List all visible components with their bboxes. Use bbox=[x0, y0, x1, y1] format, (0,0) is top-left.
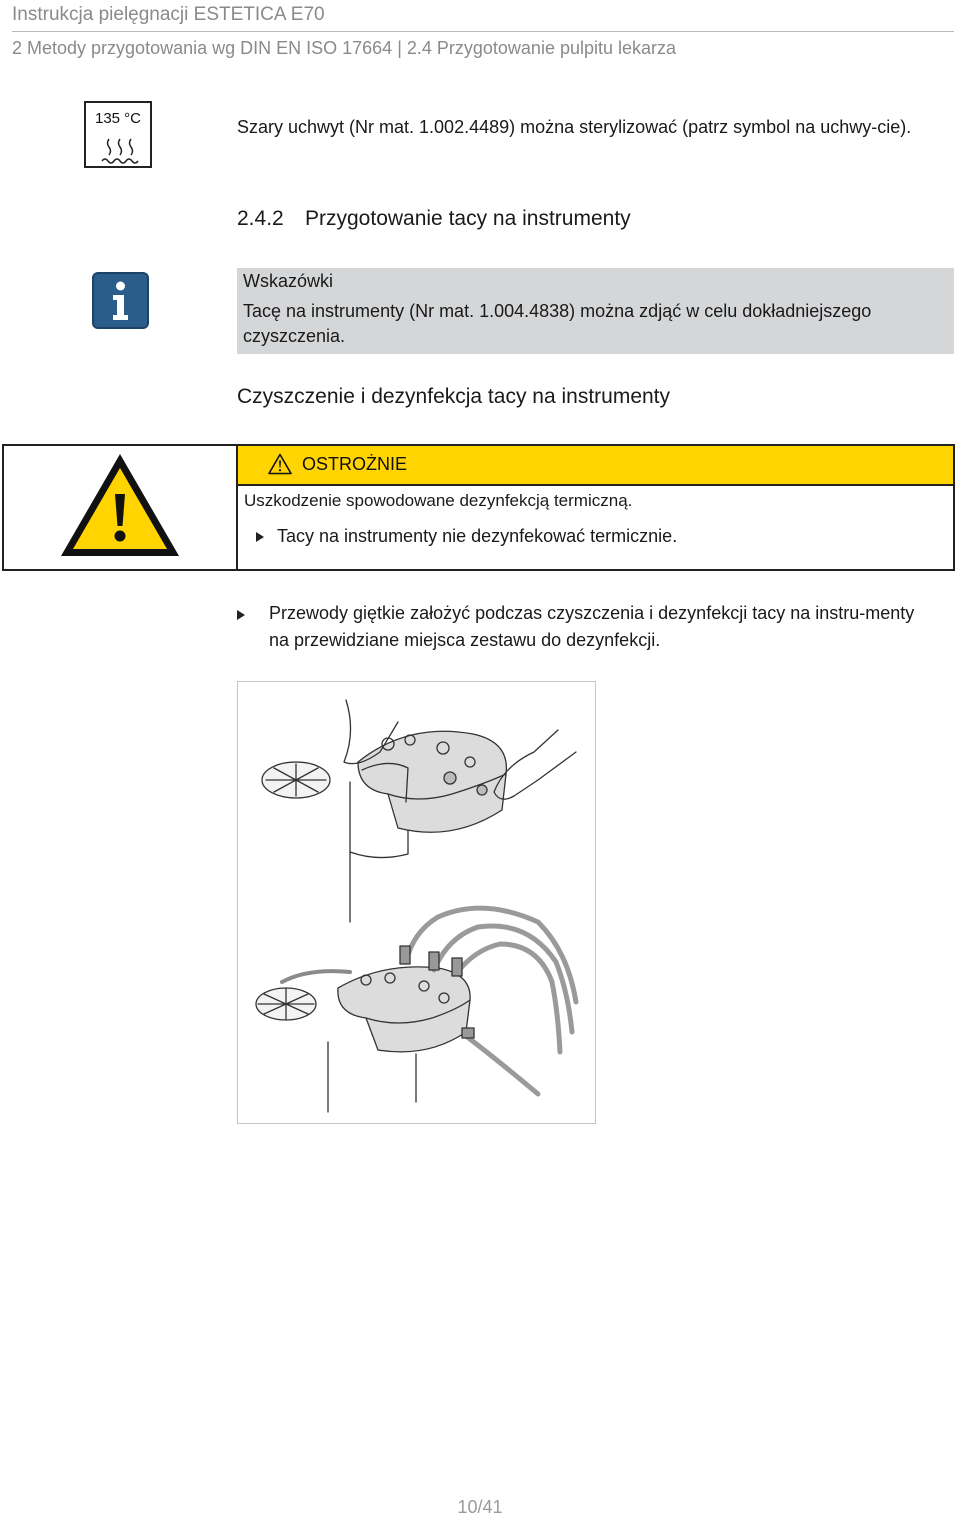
small-warning-icon bbox=[268, 453, 292, 475]
caution-header-bar bbox=[238, 446, 953, 486]
document-title: Instrukcja pielęgnacji ESTETICA E70 bbox=[12, 4, 325, 25]
instruction-item: Przewody giętkie założyć podczas czyszczenia i dezynfekcji tacy na instru-menty na przewidziane miejsca zestawu do dezynfekcji. bbox=[269, 603, 915, 650]
instrument-tray-drawing bbox=[238, 682, 595, 1123]
bullet-arrow-icon bbox=[256, 532, 264, 542]
caution-instruction-text: Tacy na instrumenty nie dezynfekować termicznie. bbox=[277, 526, 678, 546]
caution-label: OSTROŻNIE bbox=[302, 454, 408, 474]
warning-triangle-icon bbox=[58, 451, 182, 559]
header-divider bbox=[12, 31, 954, 32]
section-heading bbox=[237, 207, 631, 231]
caution-headline: Uszkodzenie spowodowane dezynfekcją termiczną. bbox=[244, 491, 633, 510]
note-title: Wskazówki bbox=[243, 271, 334, 291]
note-text: Tacę na instrumenty (Nr mat. 1.004.4838) można zdjąć w celu dokładniejszego czyszczenia. bbox=[243, 301, 872, 346]
info-icon bbox=[92, 272, 149, 329]
tray-illustration bbox=[237, 681, 596, 1124]
section-number: 2.4.2 bbox=[237, 207, 284, 230]
steam-waves-icon bbox=[100, 137, 140, 165]
page-number: 10/41 bbox=[457, 1497, 503, 1517]
sterilization-temperature: 135 °C bbox=[94, 110, 142, 127]
chapter-breadcrumb: 2 Metody przygotowania wg DIN EN ISO 17664 | 2.4 Przygotowanie pulpitu lekarza bbox=[12, 38, 677, 58]
sterilization-note: Szary uchwyt (Nr mat. 1.002.4489) można sterylizować (patrz symbol na uchwy-cie). bbox=[237, 117, 912, 137]
section-title: Przygotowanie tacy na instrumenty bbox=[305, 207, 631, 230]
caution-instruction bbox=[256, 526, 677, 547]
bullet-arrow-icon bbox=[237, 606, 245, 624]
sterilization-steam-icon bbox=[84, 101, 152, 168]
subsection-heading: Czyszczenie i dezynfekcja tacy na instrumenty bbox=[237, 385, 671, 408]
note-box bbox=[237, 268, 954, 354]
